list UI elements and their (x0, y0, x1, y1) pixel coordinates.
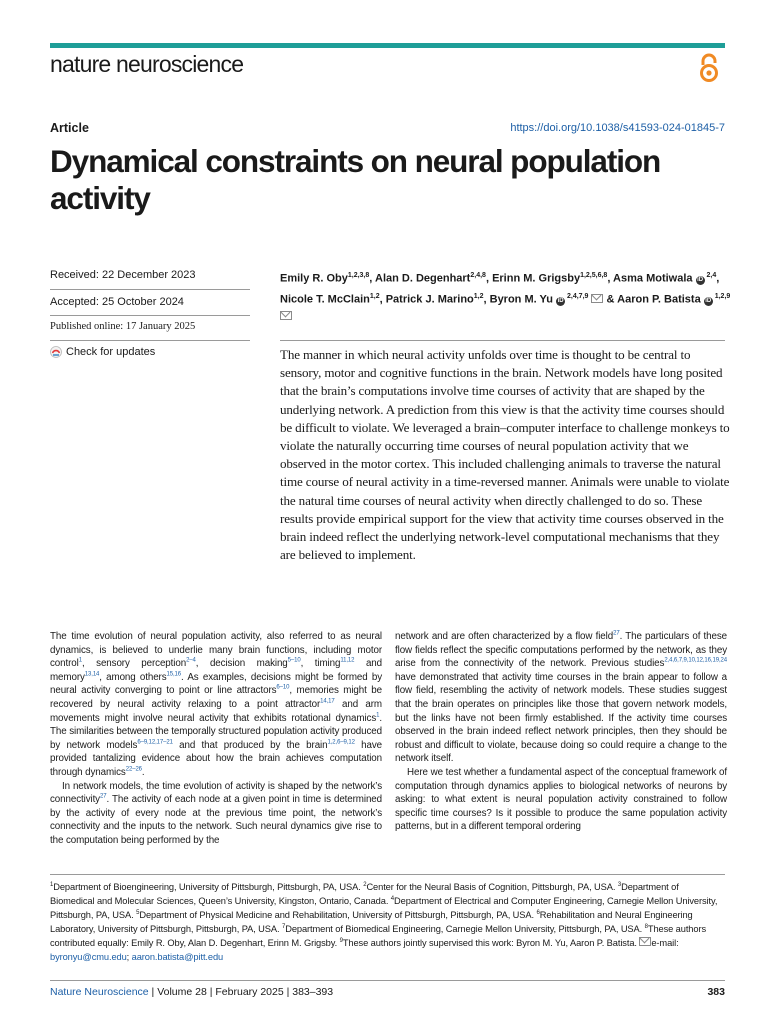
author-name[interactable]: Alan D. Degenhart (375, 272, 471, 285)
citation-superscript: 11,12 (340, 657, 355, 664)
divider (50, 874, 725, 875)
orcid-icon[interactable]: iD (697, 276, 704, 283)
citation-superscript: 1 (50, 881, 54, 888)
author-affiliation-sup: 1,2,9 (712, 293, 731, 301)
author-name[interactable]: Aaron P. Batista (617, 293, 701, 306)
citation-superscript: 8 (644, 923, 648, 930)
divider (280, 340, 725, 341)
body-paragraph: In network models, the time evolution of activity is shaped by the network’s connectivity$^{27}$. The activity of each node at a given point in time is determined by the activity of every node at the previous time point, the network’s connectivity and the inputs to the network. Such neural dynamics give rise to the computation being performed by the (50, 780, 382, 846)
citation-superscript: 14,17 (320, 698, 335, 705)
affiliations: $^1$Department of Bioengineering, University of Pittsburgh, Pittsburgh, PA, USA. $^2$Center for the Neural Basis of Cognition, Pittsburgh, PA, USA. $^3$Department of Biomedical and Molecular Sciences, Queen’s University, Kingston, Ontario, Canada. $^4$Department of Electrical and Computer Engineering, Carnegie Mellon University, Pittsburgh, PA, USA. $^5$Department of Physical Medicine and Rehabilitation, University of Pittsburgh, Pittsburgh, PA, USA. $^6$Rehabilitation and Neural Engineering Laboratory, University of Pittsburgh, Pittsburgh, PA, USA. $^7$Department of Biomedical Engineering, Carnegie Mellon University, Pittsburgh, PA, USA. $^8$These authors contributed equally: Emily R. Oby, Alan D. Degenhart, Erinn M. Grigsby. $^9$These authors jointly supervised this work: Byron M. Yu, Aaron P. Batista. e-mail: byronyu@cmu.edu; aaron.batista@pitt.edu (50, 881, 718, 962)
author-name[interactable]: Patrick J. Marino (385, 293, 474, 306)
author-affiliation-sup: 1,2 (369, 293, 380, 301)
check-updates-icon (50, 346, 62, 358)
divider (50, 980, 725, 981)
author-affiliation-sup: 1,2,5,6,8 (580, 272, 608, 279)
body-paragraph: Here we test whether a fundamental aspect of the conceptual framework of computation through dynamics applies to biological networks of neurons by asking: to what extent is neural population activity constrained to follow specific time courses? Is it possible to produce the same population activity patterns, but in a different temporal ordering (395, 766, 727, 833)
author-affiliation-sup: 2,4,8 (470, 272, 486, 279)
email-icon[interactable] (591, 294, 603, 303)
citation-superscript: 1,2,6–9,12 (327, 739, 355, 746)
check-for-updates-label: Check for updates (66, 346, 156, 358)
author-name[interactable]: Erinn M. Grigsby (492, 272, 581, 285)
email-label: e-mail: (651, 938, 679, 948)
author-affiliation-sup: 2,4 (704, 272, 717, 279)
published-date: Published online: 17 January 2025 (50, 321, 196, 332)
affiliation-text: $^1$Department of Bioengineering, University of Pittsburgh, Pittsburgh, PA, USA. $^2$Center for the Neural Basis of Cognition, Pittsburgh, PA, USA. $^3$Department of Biomedical and Molecular Sciences, Queen’s University, Kingston, Ontario, Canada. $^4$Department of Electrical and Computer Engineering, Carnegie Mellon University, Pittsburgh, PA, USA. $^5$Department of Physical Medicine and Rehabilitation, University of Pittsburgh, Pittsburgh, PA, USA. $^6$Rehabilitation and Neural Engineering Laboratory, University of Pittsburgh, Pittsburgh, PA, USA. $^7$Department of Biomedical Engineering, Carnegie Mellon University, Pittsburgh, PA, USA. $^8$These authors contributed equally: Emily R. Oby, Alan D. Degenhart, Erinn M. Grigsby. $^9$These authors jointly supervised this work: Byron M. Yu, Aaron P. Batista. (50, 881, 718, 948)
email-icon[interactable] (280, 311, 292, 320)
citation-superscript: 1 (78, 657, 82, 664)
citation-superscript: 27 (100, 793, 107, 800)
author-name[interactable]: Nicole T. McClain (280, 293, 370, 306)
header-accent-bar (50, 43, 725, 48)
received-date: Received: 22 December 2023 (50, 269, 196, 281)
author-list: Emily R. Oby$^{1,2,3,8}$, Alan D. Degenhart$^{2,4,8}$, Erinn M. Grigsby$^{1,2,5,6,8}$, Asma Motiwala iD $^{2,4}$, Nicole T. McClain$^{1,2}$, Patrick J. Marino$^{1,2}$, Byron M. Yu iD $^{2,4,7,9}$ & Aaron P. Batista iD $^{1,2,9}$ (280, 267, 735, 327)
body-paragraph: The time evolution of neural population activity, also referred to as neural dynamics, is believed to underlie many brain functions, including motor control$^1$, sensory perception$^{2-4}$, decision making$^{5-10}$, timing$^{11,12}$ and memory$^{13,14}$, among others$^{15,16}$. As examples, decisions might be formed by neural activity converging to point or line attractors$^{6-10}$, memories might be recovered by neural activity relaxing to a point attractor$^{14,17}$ and arm movements might involve neural activity that exhibits rotational dynamics$^1$. The similarities between the temporally structured population activity produced by network models$^{6-9,12,17-21}$ and that produced by the brain$^{1,2,6-9,12}$ have provided tantalizing evidence about how the brain achieves computation through dynamics$^{22-26}$. (50, 631, 382, 778)
citation-superscript: 27 (613, 630, 620, 637)
page-number: 383 (707, 986, 725, 998)
citation-superscript: 5 (136, 909, 140, 916)
author-affiliation-sup: 1,2 (473, 293, 484, 301)
email-link[interactable]: byronyu@cmu.edu (50, 952, 127, 962)
citation-superscript: 7 (281, 923, 286, 930)
footer-citation (50, 986, 333, 998)
author-name[interactable]: Asma Motiwala (613, 272, 693, 285)
author-name[interactable]: Emily R. Oby (280, 272, 348, 285)
citation-superscript: 22–26 (125, 766, 142, 773)
body-paragraph: network and are often characterized by a flow field$^{27}$. The particulars of these flow fields reflect the specific computations performed by the network, as they arise from the connectivity of the network. Previous studies$^{2,4,6,7,9,10,12,16,19,24}$ have demonstrated that activity time courses in the brain appear to follow a flow field, resembling the activity of network models. These studies suggest that the brain operates on principles like those that govern network models, but the links have not been firmly established. If the activity time courses observed in the brain indeed reflect network principles, then they should be robust and difficult to violate, because doing so could require a change to the network itself. (395, 630, 727, 765)
footer-volume-info: | Volume 28 | February 2025 | 383–393 (148, 986, 334, 998)
citation-superscript: 15,16 (166, 671, 182, 678)
citation-superscript: 4 (390, 895, 395, 902)
citation-superscript: 2 (363, 881, 367, 888)
citation-superscript: 6 (536, 909, 540, 916)
citation-superscript: 3 (617, 881, 622, 888)
doi-link[interactable]: https://doi.org/10.1038/s41593-024-01845-7 (510, 122, 725, 134)
citation-superscript: 2–4 (186, 657, 196, 664)
orcid-icon[interactable]: iD (705, 297, 712, 304)
author-name[interactable]: Byron M. Yu (489, 293, 553, 306)
divider (50, 289, 250, 290)
footer-journal-name: Nature Neuroscience (50, 986, 149, 998)
author-affiliation-sup: 2,4,7,9 (565, 293, 589, 301)
orcid-icon[interactable]: iD (557, 297, 564, 304)
article-title: Dynamical constraints on neural population activity (50, 143, 661, 216)
citation-superscript: 13,14 (84, 671, 100, 678)
citation-superscript: 1 (376, 712, 380, 719)
author-affiliation-sup: 1,2,3,8 (347, 272, 370, 279)
check-for-updates-button[interactable] (50, 346, 250, 358)
citation-superscript: 2,4,6,7,9,10,12,16,19,24 (664, 657, 727, 664)
accepted-date: Accepted: 25 October 2024 (50, 296, 184, 308)
citation-superscript: 6–10 (276, 685, 290, 692)
email-link[interactable]: aaron.batista@pitt.edu (131, 952, 224, 962)
divider (50, 340, 250, 341)
citation-superscript: 6–9,12,17–21 (137, 739, 173, 746)
divider (50, 315, 250, 316)
journal-name: nature neuroscience (50, 51, 244, 77)
body-column-right (395, 630, 727, 834)
citation-superscript: 9 (339, 937, 343, 944)
email-icon (639, 937, 651, 946)
abstract: The manner in which neural activity unfolds over time is thought to be central to sensory, motor and cognitive functions in the brain. Network models have long posited that the brain’s computations involve time courses of activity that are shaped by the underlying network. A prediction from this view is that the activity time courses should be difficult to violate. We leveraged a brain–computer interface to challenge monkeys to violate the naturally occurring time courses of neural population activity that we observed in the motor cortex. This included challenging animals to traverse the natural time course of neural activity in a time-reversed manner. Animals were unable to violate the natural time courses of neural activity when directly challenged to do so. These results provide empirical support for the view that activity time courses observed in the brain indeed reflect the underlying network-level computational mechanisms that they are believed to implement. (280, 347, 730, 563)
citation-superscript: 5–10 (287, 657, 301, 664)
article-type-label: Article (50, 121, 89, 135)
body-column-left (50, 630, 382, 848)
open-access-icon (697, 52, 721, 84)
